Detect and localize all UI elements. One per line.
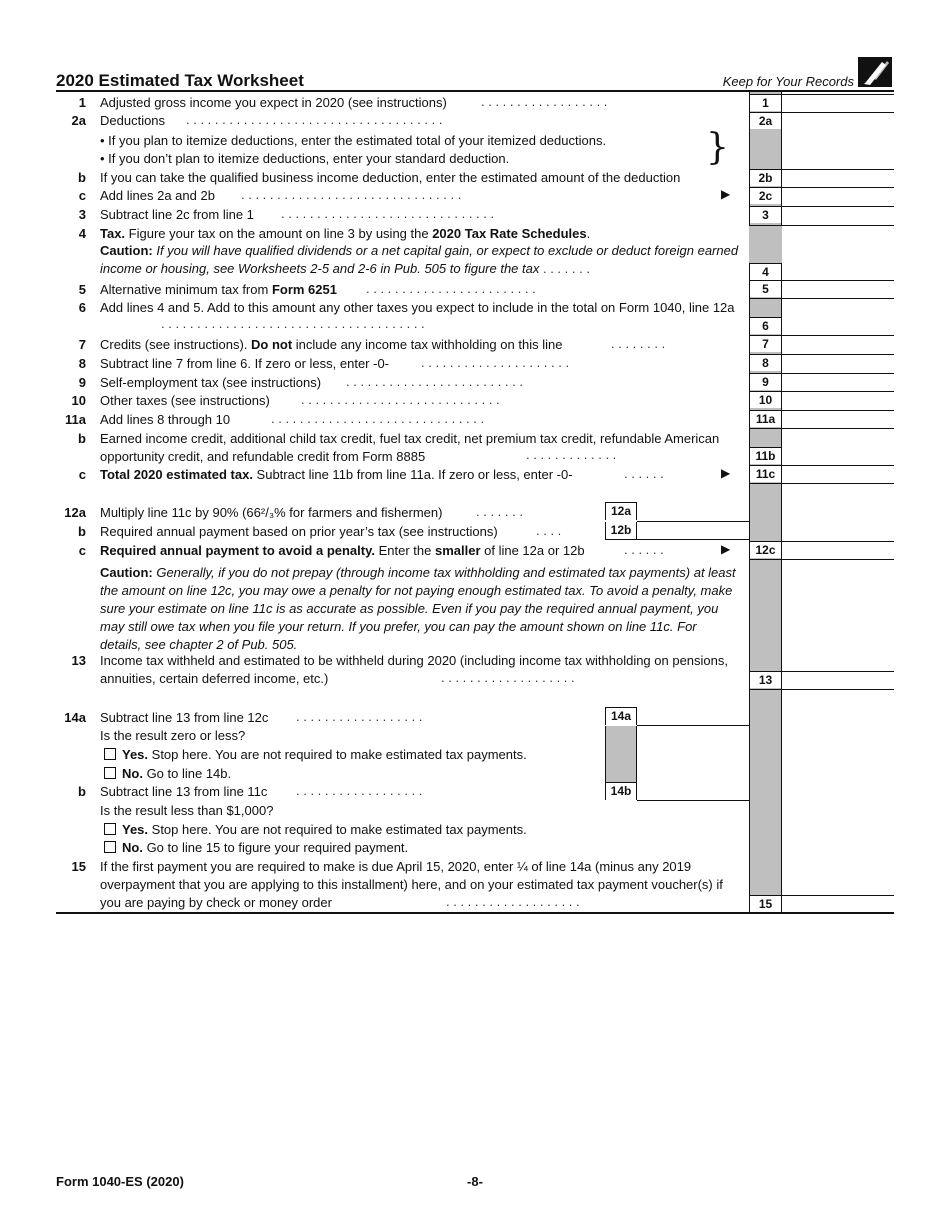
arrow-icon: ▶: [721, 466, 731, 480]
line-11a-entry[interactable]: [782, 410, 894, 427]
line-12a-entry[interactable]: [637, 503, 749, 520]
line-number: b: [78, 784, 86, 799]
line-box-2c: 2c: [749, 187, 782, 204]
line-2c-text: Add lines 2a and 2b: [100, 188, 215, 203]
line-15-text: If the first payment you are required to make is due April 15, 2020, enter ¼ of line 14a (minus any 2019 overpayment that you are applying to this installment) here, and on your estimated tax payment voucher(s) if you are paying by check or money order: [100, 859, 723, 910]
line-15-entry[interactable]: [782, 895, 894, 912]
line-box-12c: 12c: [749, 541, 782, 558]
line-number: 13: [71, 653, 86, 668]
line-10-entry[interactable]: [782, 391, 894, 408]
brace: }: [706, 127, 729, 168]
inner-box-14b: 14b: [605, 783, 637, 800]
line-14b-question: Is the result less than $1,000?: [100, 803, 274, 818]
line-box-10: 10: [749, 391, 782, 408]
arrow-icon: ▶: [721, 542, 731, 556]
line-number: 7: [78, 337, 86, 352]
line-number: 15: [71, 859, 86, 874]
line-8-entry[interactable]: [782, 354, 894, 371]
line-14a-no-option[interactable]: No. Go to line 14b.: [104, 765, 604, 783]
checkbox[interactable]: [104, 841, 116, 853]
line-12b-text: Required annual payment based on prior year’s tax (see instructions): [100, 524, 498, 539]
line-7-text: Credits (see instructions). Do not include any income tax withholding on this line: [100, 337, 563, 352]
line-14b-no-option[interactable]: No. Go to line 15 to figure your required payment.: [104, 839, 604, 857]
line-2c-entry[interactable]: [782, 187, 894, 204]
line-box-1: 1: [749, 94, 782, 111]
line-3-text: Subtract line 2c from line 1: [100, 207, 254, 222]
line-number: b: [78, 170, 86, 185]
form-id: Form 1040-ES (2020): [56, 1174, 184, 1189]
line-number: b: [78, 524, 86, 539]
page-number: -8-: [467, 1174, 483, 1189]
keep-for-records: Keep for Your Records: [722, 74, 854, 89]
pencil-icon: [858, 57, 892, 87]
line-box-11b: 11b: [749, 447, 782, 464]
line-2a-text: Deductions: [100, 113, 166, 128]
line-box-11a: 11a: [749, 410, 782, 427]
checkbox[interactable]: [104, 748, 116, 760]
line-number: 11a: [65, 412, 86, 427]
line-number: c: [78, 543, 86, 558]
line-11b-text: Earned income credit, additional child tax credit, fuel tax credit, net premium tax credit, refundable American opportunity credit, and refundable credit from Form 8885: [100, 431, 720, 464]
line-box-13: 13: [749, 671, 782, 688]
line-13-entry[interactable]: [782, 671, 894, 688]
line-box-7: 7: [749, 335, 782, 352]
line-box-2b: 2b: [749, 169, 782, 186]
line-3-entry[interactable]: [782, 206, 894, 223]
line-11b-entry[interactable]: [782, 428, 894, 465]
line-14a-question: Is the result zero or less?: [100, 728, 246, 743]
line-number: 2a: [71, 113, 86, 128]
line-2a-bullet-standard: • If you don’t plan to itemize deductions, enter your standard deduction.: [100, 151, 510, 166]
line-12a-text: Multiply line 11c by 90% (66²/₃% for farmers and fishermen): [100, 505, 443, 520]
line-box-3: 3: [749, 206, 782, 223]
line-4-entry[interactable]: [782, 225, 894, 280]
line-2b-text: If you can take the qualified business income deduction, enter the estimated amount of the deduction: [100, 170, 681, 185]
line-number: c: [78, 188, 86, 203]
line-14b-text: Subtract line 13 from line 11c: [100, 784, 268, 799]
line-1-entry[interactable]: [782, 94, 894, 111]
line-box-9: 9: [749, 373, 782, 390]
line-box-2a: 2a: [749, 112, 782, 129]
inner-box-14a: 14a: [605, 708, 637, 725]
line-number: 12a: [64, 505, 86, 520]
line-2b-entry[interactable]: [782, 169, 894, 186]
arrow-icon: ▶: [721, 187, 731, 201]
line-12c-text: Required annual payment to avoid a penalty. Enter the smaller of line 12a or 12b: [100, 543, 585, 558]
caution-paragraph: Caution: Generally, if you do not prepay (through income tax withholding and estimated tax payments) at least the amount on line 12c, you may owe a penalty for not paying enough estimated tax. To avoid a penalty, make sure your estimate on line 11c is as accurate as possible. Even if you pay the required annual payment, you may still owe tax when you file your return. If you prefer, you can pay the amount shown on line 11c. For details, see chapter 2 of Pub. 505.: [100, 565, 736, 652]
line-4-text: Tax. Figure your tax on the amount on line 3 by using the 2020 Tax Rate Schedules.: [100, 226, 591, 241]
bottom-rule: [56, 912, 894, 914]
worksheet-form: 1 Adjusted gross income you expect in 2020 (see instructions) . . . . . . . . . . . . . . . . . . 1 2a Deductions . . . . . . . . . . . . . . . . . . . . . . . . . . . . . . . . . . . . 2a • If you plan to itemize deductions, enter the estimated total of your itemized deductions. • If you don’t plan to itemize deductions, enter your standard deduction. } b If you can take the qualified business income deduction, enter the estimated amount of the deduction 2b c Add lines 2a and 2b . . . . . . . . . . . . . . . . . . . . . . . . . . . . . . . ▶ 2c 3 Subtract line 2c from line 1 . . . . . . . . . . . . . . . . . . . . . . . . . . . . . . 3 4 Tax. Figure your tax on the amount on line 3 by using the 2020 Tax Rate Schedules. Caution: If you will have qualified dividends or a net capital gain, or expect to exclude or deduct foreign earned income or housing, see Worksheets 2-5 and 2-6 in Pub. 505 to figure the tax . . . . . . . 4 5 Alternative minimum tax from Form 6251 . . . . . . . . . . . . . . . . . . . . . . . . 5 6 Add lines 4 and 5. Add to this amount any other taxes you expect to include in the total on Form 1040, line 12a . . . . . . . . . . . . . . . . . . . . . . . . . . . . . . . . . . . . . 6 7 Credits (see instructions). Do not include any income tax withholding on this line . . . . . . . . 7 8 Subtract line 7 from line 6. If zero or less, enter -0- . . . . . . . . . . . . . . . . . . . . . 8 9 Self-employment tax (see instructions) . . . . . . . . . . . . . . . . . . . . . . . . . 9 10 Other taxes (see instructions) . . . . . . . . . . . . . . . . . . . . . . . . . . . . 10 11a Add lines 8 through 10 . . . . . . . . . . . . . . . . . . . . . . . . . . . . . . 11a b Earned income credit, additional child tax credit, fuel tax credit, net premium tax credit, refundable American opportunity credit, and refundable credit from Form 8885 . . . . . . . . . . . . . 11b c Total 2020 estimated tax. Subtract line 11b from line 11a. If zero or less, enter -0- . . . . . . ▶ 11c 12a Multiply line 11c by 90% (66²/₃% for farmers and fishermen) . . . . . . . 12a b Required annual payment based on prior year’s tax (see instructions) . . . . 12b c Required annual payment to avoid a penalty. Enter the smaller of line 12a or 12b . . . . . . ▶ 12c Caution: Generally, if you do not prepay (through income tax withholding and estimated tax payments) at least the amount on line 12c, you may owe a penalty for not paying enough estimated tax. To avoid a penalty, make sure your estimate on line 11c is as accurate as possible. Even if you pay the required annual payment, you may still owe tax when you file your return. If you prefer, you can pay the amount shown on line 11c. For details, see chapter 2 of Pub. 505. 13 Income tax withheld and estimated to be withheld during 2020 (including income tax withholding on pensions, annuities, certain deferred income, etc.) . . . . . . . . . . . . . . . . . . . 13 14a Subtract line 13 from line 12c . . . . . . . . . . . . . . . . . . 14a Is the result zero or less? Yes. Stop here. You are not required to make estimated tax payments. No. Go to line 14b. b Subtract line 13 from line 11c . . . . . . . . . . . . . . . . . . 14b Is the result less than $1,000? Yes. Stop here. You are not required to make estimated tax payments. No. Go to line 15 to figure your required payment. 15 If the first payment you are required to make is due April 15, 2020, enter ¼ of line 14a (minus any 2019 overpayment that you are applying to this installment) here, and on your estimated tax payment voucher(s) if you are paying by check or money order . . . . . . . . . . . . . . . . . . . 15: [56, 92, 894, 912]
page-title: 2020 Estimated Tax Worksheet: [56, 71, 304, 90]
inner-box-12b: 12b: [605, 522, 637, 539]
line-14b-yes-option[interactable]: Yes. Stop here. You are not required to make estimated tax payments.: [104, 821, 604, 839]
line-box-11c: 11c: [749, 465, 782, 482]
line-4-caution: Caution: If you will have qualified dividends or a net capital gain, or expect to exclude or deduct foreign earned income or housing, see Worksheets 2-5 and 2-6 in Pub. 505 to figure the tax . . . . . . .: [100, 243, 739, 276]
line-number: 10: [71, 393, 86, 408]
shaded-inner-cell: [605, 726, 637, 783]
line-12b-entry[interactable]: [637, 522, 749, 539]
line-10-text: Other taxes (see instructions): [100, 393, 270, 408]
line-6-entry[interactable]: [782, 298, 894, 335]
line-14a-yes-option[interactable]: Yes. Stop here. You are not required to make estimated tax payments.: [104, 746, 604, 764]
line-number: 8: [78, 356, 86, 371]
line-7-entry[interactable]: [782, 335, 894, 352]
line-number: 6: [78, 300, 86, 315]
line-9-entry[interactable]: [782, 373, 894, 390]
line-number: 14a: [64, 710, 86, 725]
line-number: 4: [78, 226, 86, 241]
line-box-15: 15: [749, 895, 782, 912]
line-5-entry[interactable]: [782, 280, 894, 297]
line-box-8: 8: [749, 354, 782, 371]
line-number: b: [78, 431, 86, 446]
line-number: 9: [78, 375, 86, 390]
checkbox[interactable]: [104, 767, 116, 779]
line-number: 1: [78, 95, 86, 110]
line-number: 3: [78, 207, 86, 222]
line-6-text: Add lines 4 and 5. Add to this amount any other taxes you expect to include in the total on Form 1040, line 12a: [100, 300, 735, 315]
line-number: 5: [78, 282, 86, 297]
line-11c-entry[interactable]: [782, 465, 894, 482]
line-11a-text: Add lines 8 through 10: [100, 412, 231, 427]
line-14a-text: Subtract line 13 from line 12c: [100, 710, 269, 725]
line-box-5: 5: [749, 280, 782, 297]
line-12c-entry[interactable]: [782, 541, 894, 558]
line-1-text: Adjusted gross income you expect in 2020 (see instructions): [100, 95, 447, 110]
line-9-text: Self-employment tax (see instructions): [100, 375, 322, 390]
line-box-4: 4: [749, 263, 782, 280]
line-8-text: Subtract line 7 from line 6. If zero or less, enter -0-: [100, 356, 390, 371]
line-11c-text: Total 2020 estimated tax. Subtract line 11b from line 11a. If zero or less, enter -0-: [100, 467, 573, 482]
checkbox[interactable]: [104, 823, 116, 835]
line-box-6: 6: [749, 317, 782, 334]
line-2a-entry[interactable]: [782, 112, 894, 129]
inner-box-12a: 12a: [605, 503, 637, 520]
line-5-text: Alternative minimum tax from Form 6251: [100, 282, 337, 297]
line-number: c: [78, 467, 86, 482]
line-13-text: Income tax withheld and estimated to be withheld during 2020 (including income tax withholding on pensions, annuities, certain deferred income, etc.): [100, 653, 728, 686]
line-2a-bullet-itemize: • If you plan to itemize deductions, enter the estimated total of your itemized deductions.: [100, 133, 607, 148]
